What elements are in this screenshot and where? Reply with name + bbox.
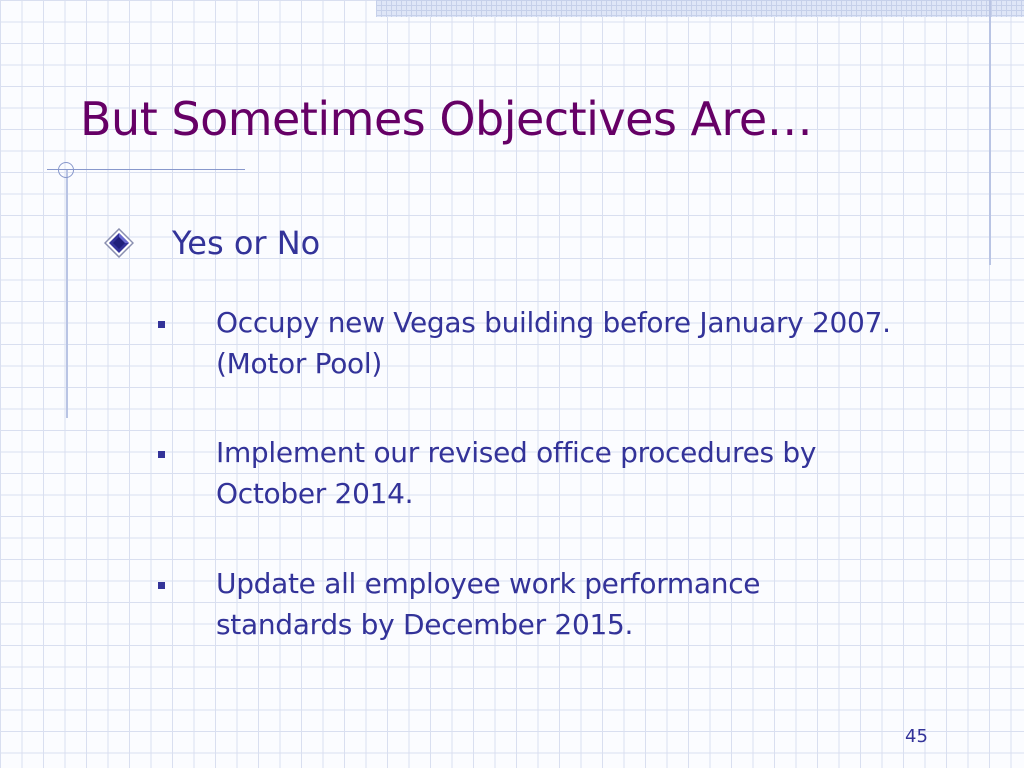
square-bullet-icon xyxy=(158,582,165,589)
sub-bullet-item: Occupy new Vegas building before January 2007. (Motor Pool) xyxy=(216,306,891,380)
sub-bullet-item: Implement our revised office procedures by October 2014. xyxy=(216,436,817,510)
top-decorative-band xyxy=(376,0,1024,17)
square-bullet-icon xyxy=(158,321,165,328)
slide-title: But Sometimes Objectives Are… xyxy=(80,92,813,146)
right-accent-line xyxy=(989,0,991,265)
slide-number: 45 xyxy=(905,726,928,747)
bullet-yes-or-no: Yes or No xyxy=(172,224,321,262)
title-underline xyxy=(47,169,245,170)
left-accent-line xyxy=(66,170,68,418)
square-bullet-icon xyxy=(158,451,165,458)
title-circle-ornament xyxy=(58,162,74,178)
sub-bullet-item: Update all employee work performance standards by December 2015. xyxy=(216,567,761,641)
diamond-bullet-icon xyxy=(104,228,134,258)
